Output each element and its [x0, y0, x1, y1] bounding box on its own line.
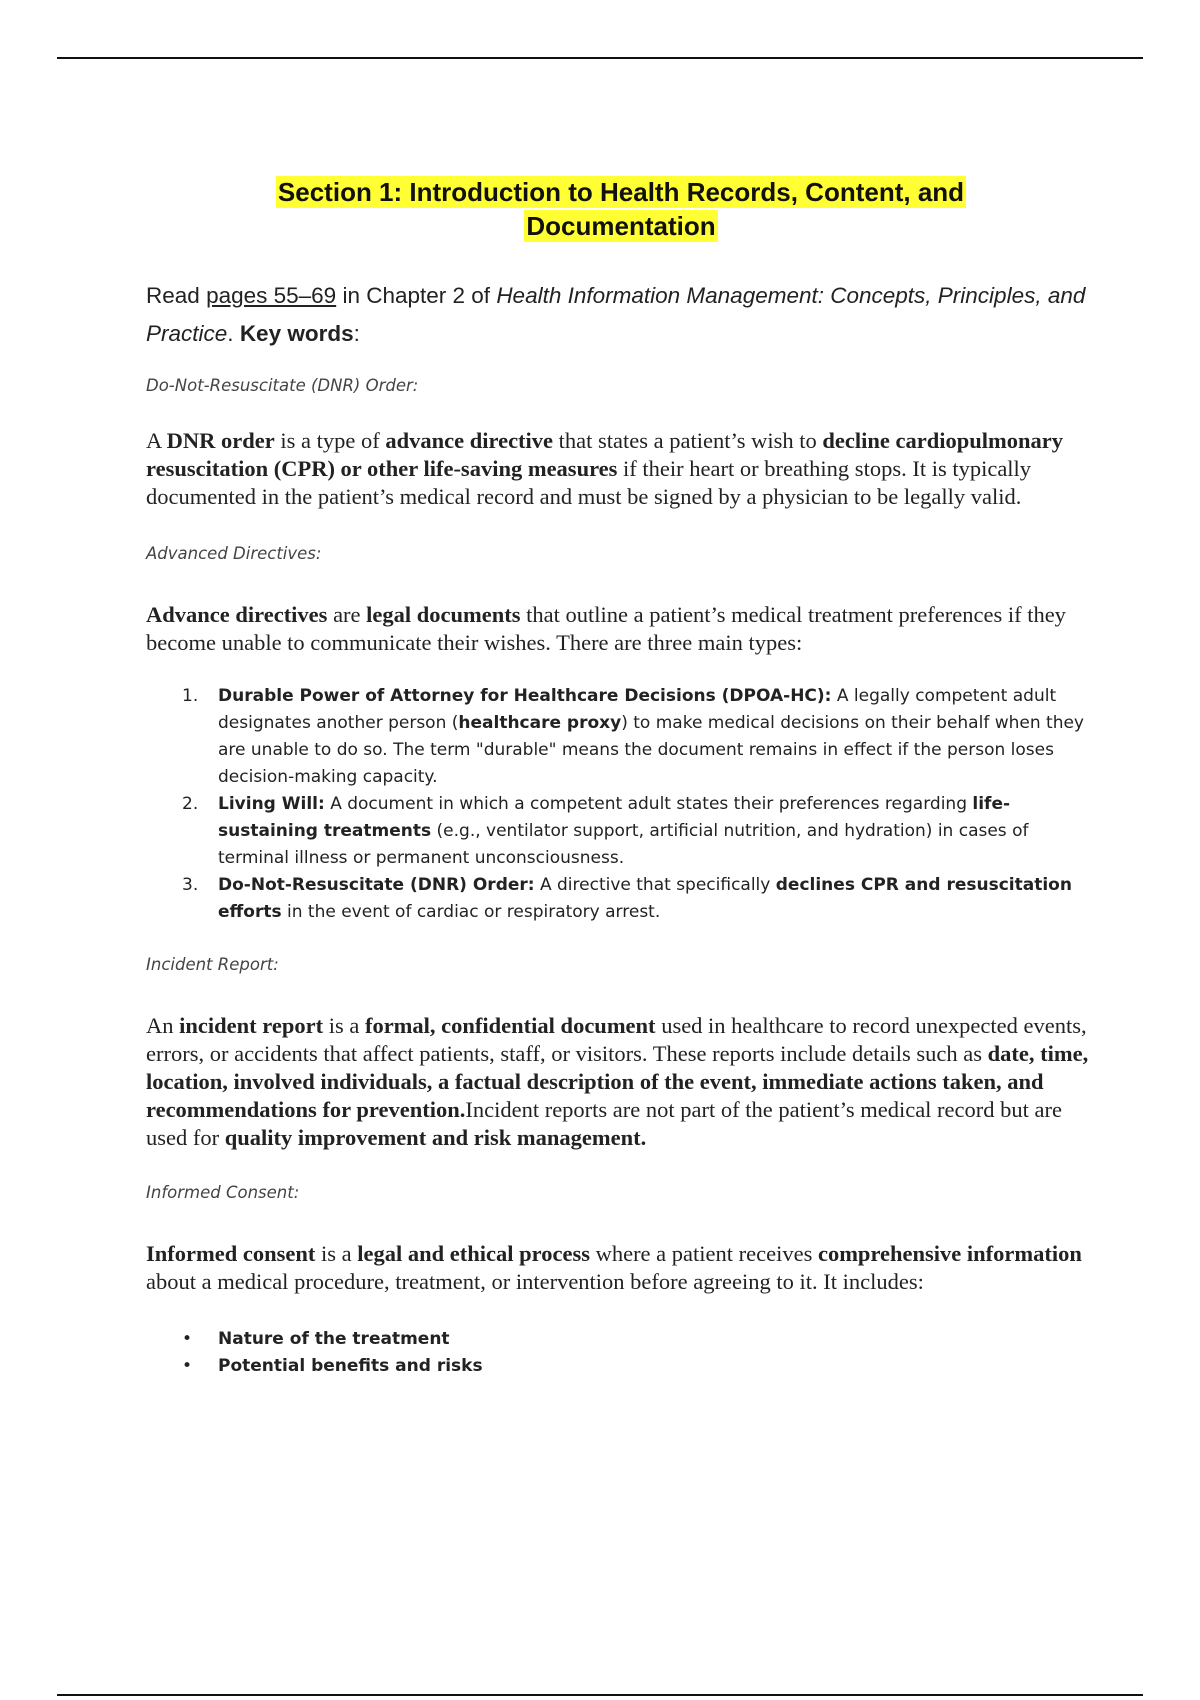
- advance-types-list: [146, 683, 1096, 926]
- item-bold: healthcare proxy: [458, 713, 622, 733]
- period-text: .: [227, 321, 234, 346]
- incident-label: Incident Report:: [146, 955, 279, 974]
- item-text: in the event of cardiac or respiratory arrest.: [281, 902, 661, 922]
- dnr-text-4: if their heart or breathing stops. It is typically documented in the patient’s medical record and must be signed by a physician to be legally valid.: [146, 456, 1032, 509]
- dnr-text-2: is a type of: [274, 428, 386, 453]
- bullet-icon: •: [182, 1356, 193, 1376]
- consent-bold-2: legal and ethical process: [357, 1241, 590, 1266]
- dnr-paragraph: [146, 427, 1096, 511]
- incident-text-3: used in healthcare to record unexpected events, errors, or accidents that affect patients, staff, or visitors. These reports include details such as: [146, 1013, 1087, 1066]
- advance-text-1: are: [327, 602, 367, 627]
- dnr-text-3: that states a patient’s wish to: [553, 428, 823, 453]
- incident-bold-4: quality improvement and risk management.: [224, 1125, 647, 1150]
- dnr-bold-2: advance directive: [385, 428, 554, 453]
- list-number: 1.: [182, 686, 199, 706]
- pages-link[interactable]: pages 55–69: [206, 283, 337, 308]
- advance-label: Advanced Directives:: [146, 544, 322, 563]
- top-rule: [57, 57, 1143, 59]
- item-bold: life-sustaining treatments: [218, 794, 1011, 841]
- item-bold: Living Will:: [218, 794, 325, 814]
- book-title: Health Information Management: Concepts, Principles, and Practice: [146, 283, 1086, 346]
- bullet-text: Nature of the treatment: [218, 1329, 450, 1349]
- consent-text-1: is a: [315, 1241, 358, 1266]
- title-line-2: Documentation: [526, 211, 716, 241]
- title-line-1: Section 1: Introduction to Health Records, Content, and: [277, 177, 965, 207]
- reading-instruction: [146, 277, 1096, 353]
- bullet-icon: •: [182, 1329, 193, 1349]
- advance-bold-1: Advance directives: [146, 602, 328, 627]
- dnr-text-1: A: [146, 428, 167, 453]
- consent-label: Informed Consent:: [146, 1183, 300, 1202]
- item-text: (e.g., ventilator support, artificial nutrition, and hydration) in cases of terminal illness or permanent unconsciousness.: [218, 821, 1029, 868]
- list-item: [146, 683, 1096, 791]
- incident-paragraph: [146, 1012, 1096, 1152]
- advance-bold-2: legal documents: [366, 602, 521, 627]
- list-item: [146, 791, 1096, 872]
- consent-includes-list: [146, 1326, 1096, 1380]
- dnr-label: Do-Not-Resuscitate (DNR) Order:: [146, 376, 419, 395]
- list-item: [146, 872, 1096, 926]
- chapter-text: in Chapter 2 of: [342, 283, 491, 308]
- consent-bold-1: Informed consent: [146, 1241, 316, 1266]
- item-bold: declines CPR and resuscitation efforts: [218, 875, 1072, 922]
- dnr-bold-3: decline cardiopulmonary resuscitation (CPR) or other life-saving measures: [146, 428, 1064, 481]
- item-text: A legally competent adult designates another person (: [218, 686, 1057, 733]
- incident-text-2: is a: [323, 1013, 365, 1038]
- list-item: [146, 1326, 1096, 1353]
- advance-text-2: that outline a patient’s medical treatment preferences if they become unable to communicate their wishes. There are three main types:: [146, 602, 1066, 655]
- bullet-text: Potential benefits and risks: [218, 1356, 483, 1376]
- item-bold: Durable Power of Attorney for Healthcare Decisions (DPOA-HC):: [218, 686, 832, 706]
- incident-text-1: An: [146, 1013, 180, 1038]
- item-text: ) to make medical decisions on their behalf when they are unable to do so. The term "durable" means the document remains in effect if the person loses decision-making capacity.: [218, 713, 1084, 787]
- page-title: [146, 175, 1096, 243]
- consent-text-3: about a medical procedure, treatment, or intervention before agreeing to it. It includes:: [146, 1269, 924, 1294]
- incident-bold-1: incident report: [179, 1013, 324, 1038]
- consent-paragraph: [146, 1240, 1096, 1296]
- consent-bold-3: comprehensive information: [817, 1241, 1082, 1266]
- key-words-label: Key words: [239, 321, 354, 346]
- advance-paragraph: [146, 601, 1096, 657]
- consent-text-2: where a patient receives: [589, 1241, 818, 1266]
- incident-bold-2: formal, confidential document: [364, 1013, 656, 1038]
- list-item: [146, 1353, 1096, 1380]
- read-text: Read: [146, 283, 200, 308]
- incident-bold-3: date, time, location, involved individuals, a factual description of the event, immediate actions taken, and recommendations for prevention.: [146, 1041, 1089, 1122]
- bottom-rule: [57, 1694, 1143, 1696]
- item-text: A document in which a competent adult states their preferences regarding: [324, 794, 973, 814]
- item-text: A directive that specifically: [534, 875, 776, 895]
- item-bold: Do-Not-Resuscitate (DNR) Order:: [218, 875, 535, 895]
- document-page: [146, 175, 1096, 1380]
- list-number: 3.: [182, 875, 199, 895]
- dnr-bold-1: DNR order: [166, 428, 275, 453]
- colon-text: :: [353, 321, 360, 346]
- list-number: 2.: [182, 794, 199, 814]
- incident-text-4: Incident reports are not part of the patient’s medical record but are used for: [146, 1097, 1062, 1150]
